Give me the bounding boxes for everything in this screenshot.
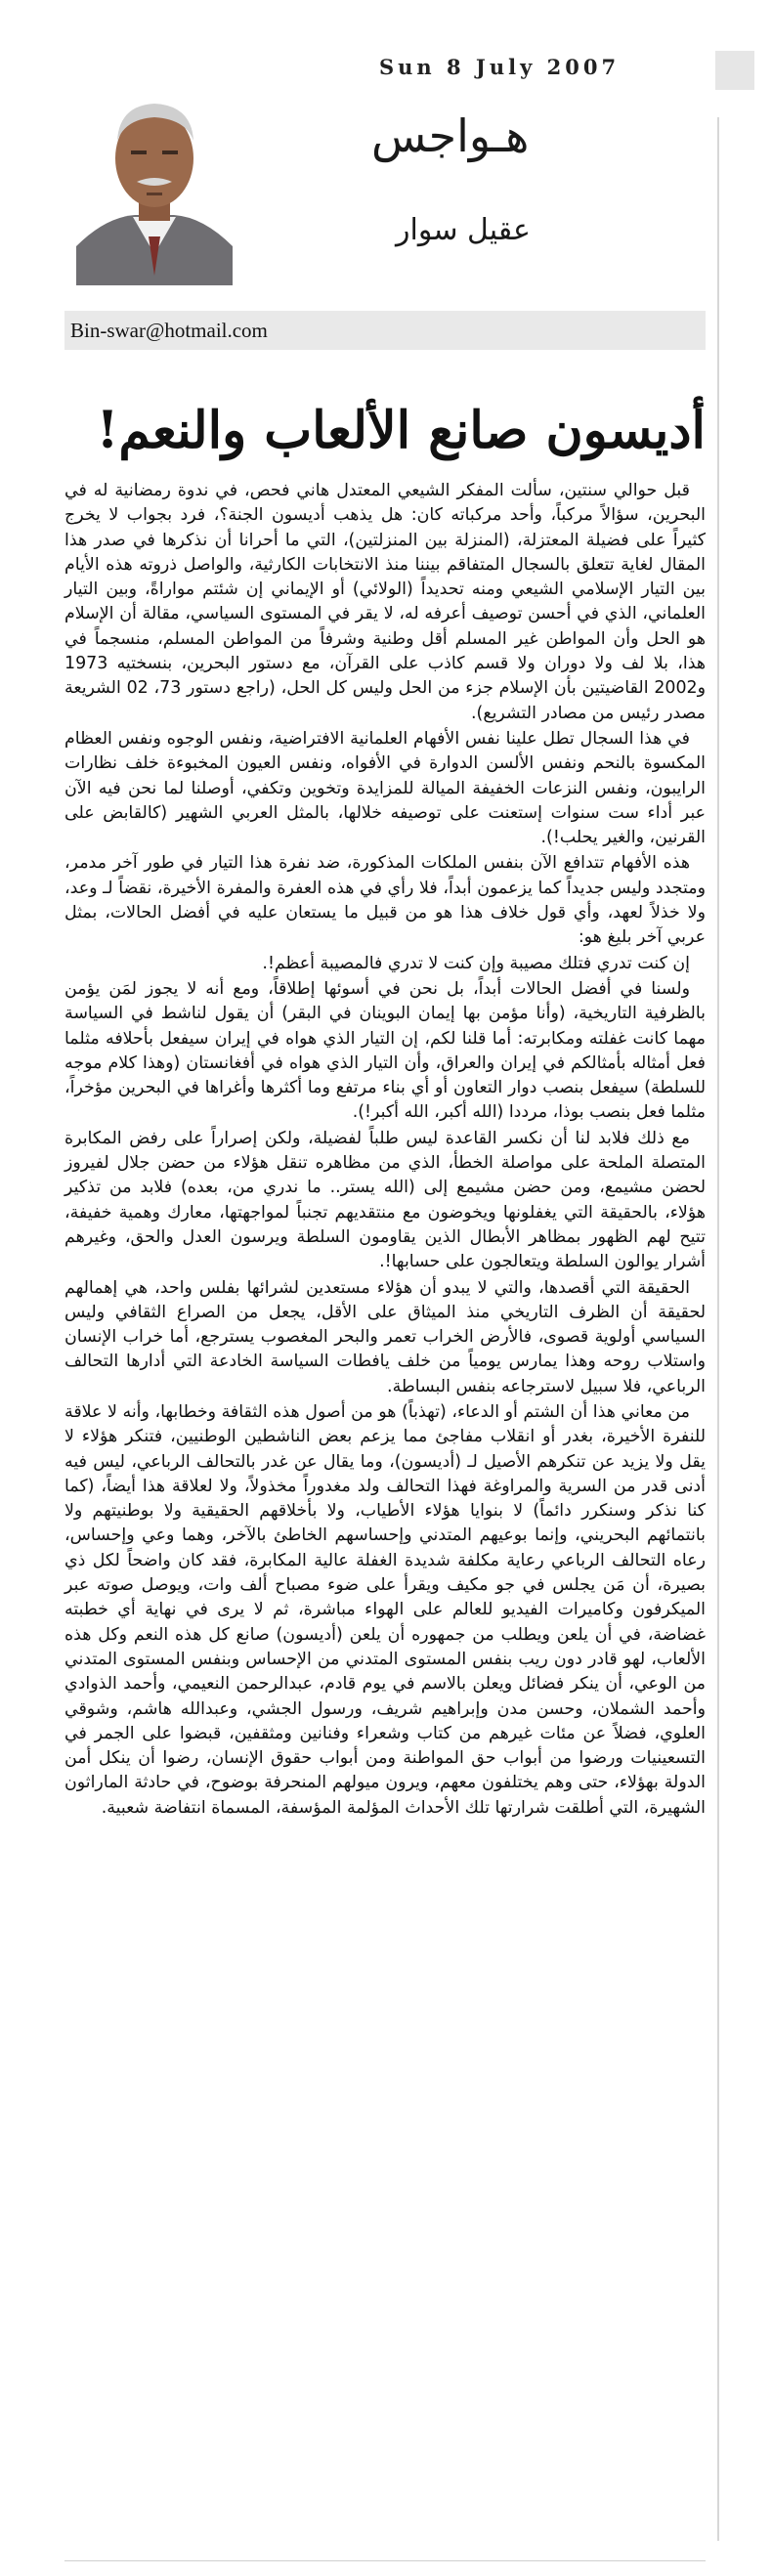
article-paragraph: الحقيقة التي أقصدها، والتي لا يبدو أن هؤلاء مستعدين لشرائها بفلس واحد، هي إهمالهم لحقيقة أن الظرف التاريخي منذ الميثاق على الأقل، يجعل من الصراع الثقافي وليس السياسي أولوية قصوى، فالأرض الخراب تعمر والبحر المغصوب يسترجع، أما خراب الإنسان واستلاب روحه وهذا يمارس يومياً من خلف يافطات السياسة الخادعة التي أدارها التحالف الرباعي، فلا سبيل لاسترجاعه بنفس البساطة. [64, 1277, 706, 1396]
author-name: عقيل سوار [396, 213, 531, 247]
bottom-divider [64, 2560, 706, 2561]
author-photo [76, 80, 233, 285]
article-paragraph: مع ذلك فلابد لنا أن نكسر القاعدة ليس طلباً لفضيلة، ولكن إصراراً على رفض المكابرة المتصلة الملحة على مواصلة الخطأ، الذي من مظاهره تنقل هؤلاء من حضن جلال لفيروز لحضن مشيمع، ومن حضن مشيمع إلى (الله يستر.. ما ندري من، بعده) فلابد من تذكير هؤلاء، بالحقيقة التي يغفلونها ويخوضون مع منتقديهم تجنباً لمواجهتها، معارك وهمية خفيفة، تتيح لهم الظهور بمظاهر الأبطال الذين يقاومون السلطة ويرسون العدل والحق، وغيرهم أشرار يوالون السلطة ويتعالجون على حسابها!. [64, 1128, 706, 1272]
author-email[interactable]: Bin-swar@hotmail.com [70, 319, 268, 342]
article-paragraph: في هذا السجال تطل علينا نفس الأفهام العلمانية الافتراضية، ونفس الوجوه ونفس العظام المكسوة بالنحم ونفس الألسن الدوارة في الأفواه، ونفس العيون المخبوءة خلف نظارات الرايبون، ونفس النزعات الخفيفة الميالة للمزايدة وتخوين وتكفي، أوصلنا لما نحن فيه الآن عبر أداء ست سنوات إستعنت على توصيفه خلالها، بالمثل العربي الشهير (كالقابض على القرنين، والغير يحلب!). [64, 728, 706, 848]
article-paragraph: هذه الأفهام تتدافع الآن بنفس الملكات المذكورة، ضد نفرة هذا التيار في طور آخر مدمر، ومتجدد وليس جديداً كما يزعمون أبداً، فلا رأي في هذه العفرة والمفرة الأخيرة، نقضاً لـ وعد، ولا خذلاً لعهد، وأي قول خلاف هذا هو من قبيل ما يستعان عليه في أفضل الحالات، بمثل عربي آخر بليغ هو: [64, 853, 706, 948]
article-body [64, 479, 706, 1822]
email-bar [64, 311, 706, 350]
article-title: أديسون صانع الألعاب والنعم! [96, 401, 706, 460]
side-divider [717, 117, 719, 2541]
article-paragraph: إن كنت تدري فتلك مصيبة وإن كنت لا تدري فالمصيبة أعظم!. [262, 953, 690, 973]
column-title: هـواجس [371, 109, 530, 162]
article-paragraph: قبل حوالي سنتين، سألت المفكر الشيعي المعتدل هاني فحص، في ندوة رمضانية له في البحرين، سؤالاً مركباً، وأحد مركباته كان: هل يذهب أديسون الجنة؟، فرد بجواب لا يخرج كثيراً على فضيلة المعتزلة، (المنزلة بين المنزلتين)، التي ما أحرانا أن نذكرها في صدر هذا المقال لغاية تتعلق بالسجال المتفاقم بيننا منذ الانتخابات الكارثية، والواصل ذروته هذه الأيام بين التيار الإسلامي الشيعي ومنه تحديداً (الولائي) أو الإيماني إن شئتم مواراةً، وبين التيار العلماني، الذي في أحسن توصيف أعرفه له، لا يقر في المستوى السياسي، مقالة أن الإسلام هو الحل وأن المواطن غير المسلم أقل وطنية وشرفاً من المواطن المسلم، منسجماً في هذا، بلا لف ولا دوران ولا قسم كاذب على القرآن، مع دستور البحرين، بنسختيه 1973 و2002 القاضيتين بأن الإسلام جزء من الحل وليس كل الحل، (راجع دستور 73، 02 الشريعة مصدر رئيس من مصادر التشريع). [64, 481, 706, 723]
article-paragraph: ولسنا في أفضل الحالات أبداً، بل نحن في أسوئها إطلاقاً، ومع أنه لا يجوز لمَن يؤمن بالظرفية التاريخية، (وأنا مؤمن بها إيمان البوينان في البقر) أن يقول لناشط في السياسة مهما كانت غفلته ومكابرته: أما قلنا لكم، إن التيار الذي هواه في إيران سيفعل بأحلافه مثلما فعل أمثاله بأمثالكم في إيران والعراق، وأن التيار الذي هواه في أفغانستان (وهذا كلام موجه للسلطة) سيفعل بنصب دوار التعاون أو أي بناء مرتفع وما أكثرها وأغراها في البحرين مؤخراً، مثلما فعل بنصب بوذا، مرددا (الله أكبر، الله أكبر!). [64, 978, 706, 1123]
article-paragraph: من معاني هذا أن الشتم أو الدعاء، (تهذباً) هو من أصول هذه الثقافة وخطابها، وأنه لا علاقة للنفرة الأخيرة، بغدر أو انقلاب مفاجئ مما يزعم بعض الناشطين الوطنيين، فتنكر هؤلاء لا يقل ولا يزيد عن تنكرهم الأصيل لـ (أديسون)، وما يقال عن غدر بالتحالف الرباعي، ليس فيه أدنى قدر من السرية والمراوغة فهذا التحالف ولد مغدوراً مخذولاً، ولا لعلاقة هذا أيضاً، (كما كنا نذكر وسنكرر دائماً) لا بنوايا هؤلاء الأطياب، ولا بأخلاقهم الحقيقية ولا بوطنيتهم ولا بانتمائهم البحريني، وإنما بوعيهم المتدني وإحساسهم الخاطئ بالآخر، وهما وعي وإحساس، رعاه التحالف الرباعي رعاية مكلفة شديدة الغفلة عالية المكابرة، فقد كان واضحاً لكل ذي بصيرة، أن مَن يجلس في جو مكيف ويقرأ على ضوء مصباح ألف وات، ويوصل صوته عبر الميكرفون وكاميرات الفيديو للعالم على الهواء مباشرة، ثم لا يرى في نهاية أي خطبته غضاضة، في أن يلعن ويطلب من جمهوره أن يلعن (أديسون) صانع كل هذه النعم وكل هذه الألعاب، لهو قادر دون ريب بنفس المستوى المتدني من الإحساس وبنفس المستوى المتدني من الوعي، أن ينكر فضائل ويعلن بالاسم في يوم قادم، عبدالرحمن النعيمي، وأحمد الذوادي وأحمد الشملان، وحسن مدن وإبراهيم شريف، ورسول الجشي، وعبدالله هاشم، وشوقي العلوي، فضلاً عن مئات غيرهم من كتاب وشعراء وفنانين ومثقفين، قبضوا على الجمر في التسعينيات ورضوا من أبواب حق المواطنة ومن أبواب حقوق الإنسان، رضوا أن ينكل أمن الدولة بهؤلاء، حتى وهم يختلفون معهم، ويرون ميولهم المنحرفة بوضوح، في حادثة الماراثون الشهيرة، التي أطلقت شرارتها تلك الأحداث المؤلمة المؤسفة، المسماة انتفاضة شعبية. [64, 1401, 706, 1818]
issue-date: Sun 8 July 2007 [379, 55, 621, 79]
side-tab [715, 51, 754, 90]
